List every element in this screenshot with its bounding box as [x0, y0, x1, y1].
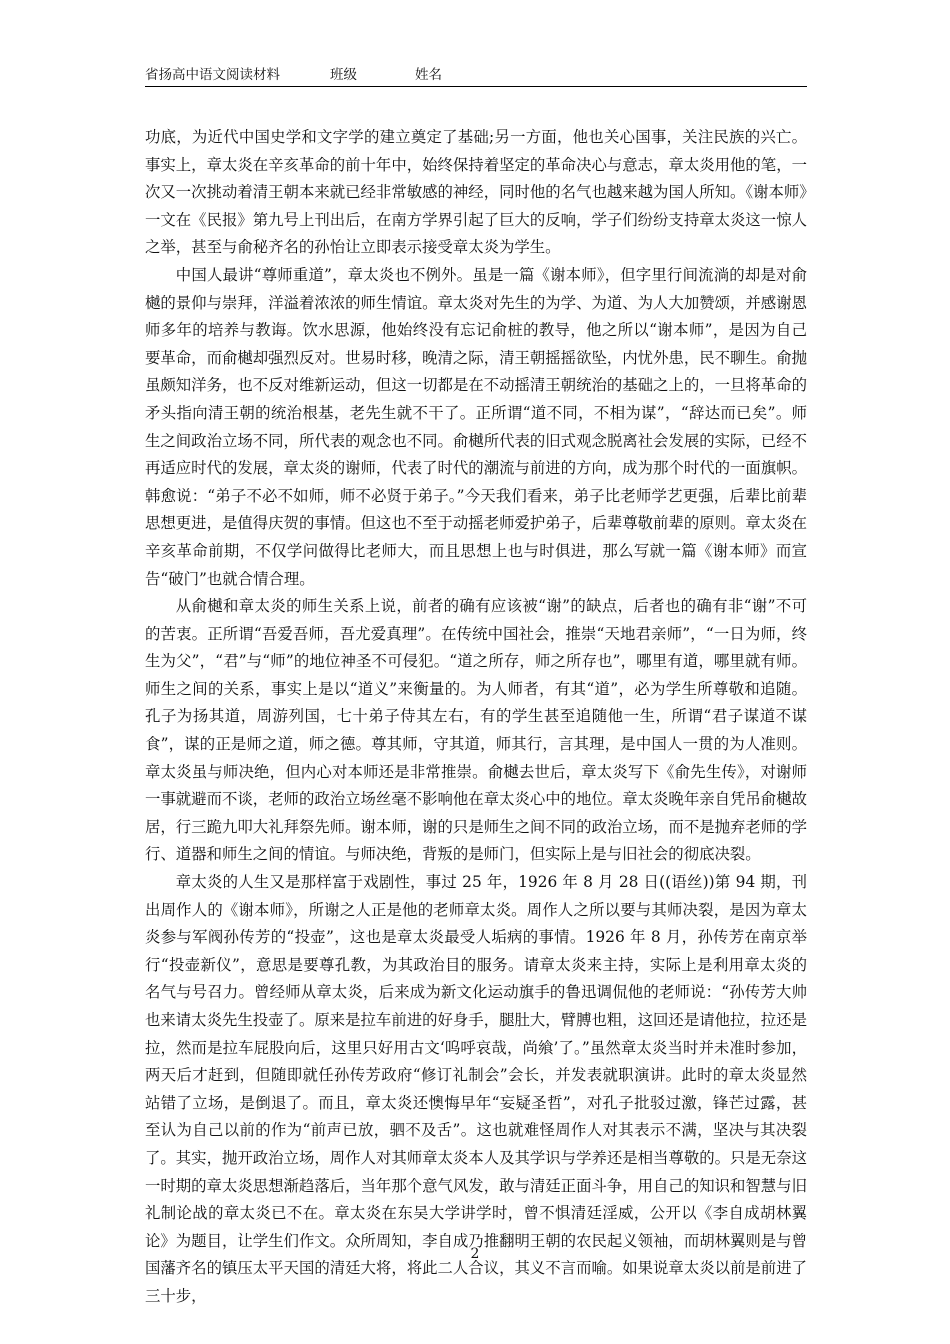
- paragraph-2: 中国人最讲“尊师重道”，章太炎也不例外。虽是一篇《谢本师》，但字里行间流淌的却是对俞樾的景仰与崇拜，洋溢着浓浓的师生情谊。章太炎对先生的为学、为道、为人大加赞颂，并感谢恩师多年的培养与教诲。饮水思源，他始终没有忘记俞桩的教导，他之所以“谢本师”，是因为自己要革命，而俞樾却强烈反对。世易时移，晚清之际，清王朝摇摇欲坠，内忧外患，民不聊生。俞抛虽颇知洋务，也不反对维新运动，但这一切都是在不动摇清王朝统治的基础之上的，一旦将革命的矛头指向清王朝的统治根基，老先生就不干了。正所谓“道不同，不相为谋”，“辞达而已矣”。师生之间政治立场不同，所代表的观念也不同。俞樾所代表的旧式观念脱离社会发展的实际，已经不再适应时代的发展，章太炎的谢师，代表了时代的潮流与前进的方向，成为那个时代的一面旗帜。韩愈说：“弟子不必不如师，师不必贤于弟子。”今天我们看来，弟子比老师学艺更强，后辈比前辈思想更进，是值得庆贺的事情。但这也不至于动摇老师爱护弟子，后辈尊敬前辈的原则。章太炎在辛亥革命前期，不仅学问做得比老师大，而且思想上也与时俱进，那么写就一篇《谢本师》而宣告“破门”也就合情合理。: [145, 265, 807, 588]
- page-number: 2: [470, 1246, 480, 1262]
- paragraph-1: 功底，为近代中国史学和文字学的建立奠定了基础;另一方面，他也关心国事，关注民族的兴亡。事实上，章太炎在辛亥革命的前十年中，始终保持着坚定的革命决心与意志，章太炎用他的笔，一次又一次挑动着清王朝本来就已经非常敏感的神经，同时他的名气也越来越为国人所知。《谢本师》一文在《民报》第九号上刊出后，在南方学界引起了巨大的反响，学子们纷纷支持章太炎这一惊人之举，甚至与俞秘齐名的孙怡让立即表示接受章太炎为学生。: [145, 128, 807, 257]
- page-header: [145, 66, 807, 87]
- header-title: 省扬高中语文阅读材料: [145, 67, 280, 83]
- header-name-label: 姓名: [415, 67, 442, 83]
- paragraph-3: 从俞樾和章太炎的师生关系上说，前者的确有应该被“谢”的缺点，后者也的确有非“谢”不可的苦衷。正所谓“吾爱吾师，吾尤爱真理”。在传统中国社会，推崇“天地君亲师”，“一日为师，终生为父”，“君”与“师”的地位神圣不可侵犯。“道之所存，师之所存也”，哪里有道，哪里就有师。师生之间的关系，事实上是以“道义”来衡量的。为人师者，有其“道”，必为学生所尊敬和追随。孔子为扬其道，周游列国，七十弟子侍其左右，有的学生甚至追随他一生，所谓“君子谋道不谋食”，谋的正是师之道，师之德。尊其师，守其道，师其行，言其理，是中国人一贯的为人准则。章太炎虽与师决绝，但内心对本师还是非常推崇。俞樾去世后，章太炎写下《俞先生传》，对谢师一事就避而不谈，老师的政治立场丝毫不影响他在章太炎心中的地位。章太炎晚年亲自凭吊俞樾故居，行三跪九叩大礼拜祭先师。谢本师，谢的只是师生之间不同的政治立场，而不是抛弃老师的学行、道器和师生之间的情谊。与师决绝，背叛的是师门，但实际上是与旧社会的彻底决裂。: [145, 597, 807, 864]
- article-body: [145, 124, 807, 1311]
- header-class-label: 班级: [330, 67, 357, 83]
- paragraph-4: 章太炎的人生又是那样富于戏剧性，事过 25 年，1926 年 8 月 28 日((语丝))第 94 期，刊出周作人的《谢本师》，所谢之人正是他的老师章太炎。周作人之所以要与其师决裂，是因为章太炎参与军阀孙传芳的“投壶”，这也是章太炎最受人垢病的事情。1926 年 8 月，孙传芳在南京举行“投壶新仪”，意思是要尊孔教，为其政治目的服务。请章太炎来主持，实际上是利用章太炎的名气与号召力。曾经师从章太炎，后来成为新文化运动旗手的鲁迅调侃他的老师说：“孙传芳大帅也来请太炎先生投壶了。原来是拉车前进的好身手，腿肚大，臂膊也粗，这回还是请他拉，拉还是拉，然而是拉车屁股向后，这里只好用古文‘呜呼哀哉，尚飨’了。”虽然章太炎当时并未准时参加，两天后才赶到，但随即就任孙传芳政府“修订礼制会”会长，并发表就职演讲。此时的章太炎显然站错了立场，是倒退了。而且，章太炎还懊悔早年“妄疑圣哲”，对孔子批驳过激，锋芒过露，甚至认为自己以前的作为“前声已放，驷不及舌”。这也就难怪周作人对其表示不满，坚决与其决裂了。其实，抛开政治立场，周作人对其师章太炎本人及其学识与学养还是相当尊敬的。只是无奈这一时期的章太炎思想渐趋落后，当年那个意气风发，敢与清廷正面斗争，用自己的知识和智慧与旧礼制论战的章太炎已不在。章太炎在东吴大学讲学时，曾不惧清廷淫威，公开以《李自成胡林翼论》为题目，让学生们作文。众所周知，李自成乃推翻明王朝的农民起义领袖，而胡林翼则是与曾国藩齐名的镇压太平天国的清廷大将，将此二人合议，其义不言而喻。如果说章太炎以前是前进了三十步，: [145, 873, 807, 1305]
